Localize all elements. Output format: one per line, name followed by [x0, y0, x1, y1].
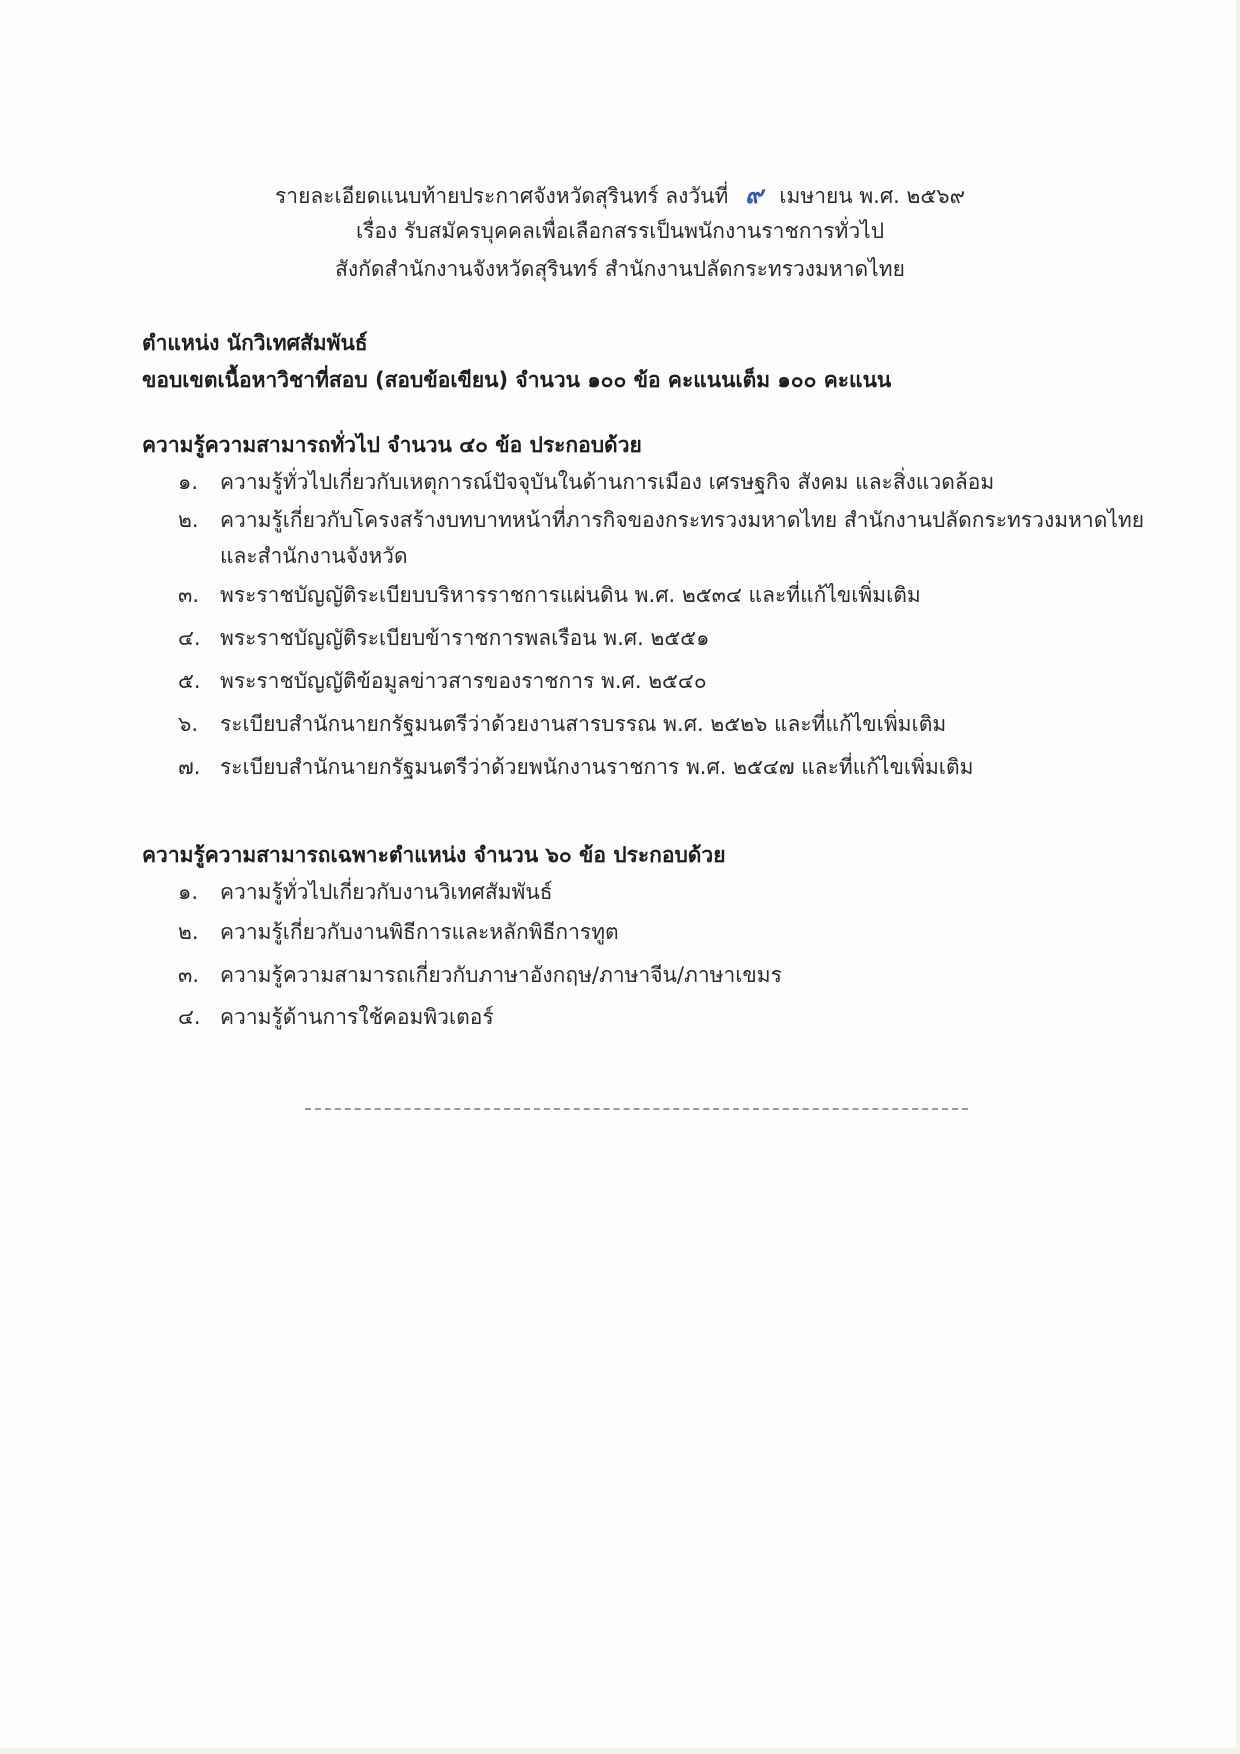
general-item-3: [178, 580, 921, 610]
general-item-2: [178, 505, 1144, 535]
header-line1-suffix: เมษายน พ.ศ. ๒๕๖๙: [779, 184, 965, 208]
item-number: ๔.: [178, 626, 201, 650]
item-number: ๓.: [178, 583, 200, 607]
item-text: ความรู้ทั่วไปเกี่ยวกับงานวิเทศสัมพันธ์: [220, 880, 553, 904]
general-heading: ความรู้ความสามารถทั่วไป จำนวน ๔๐ ข้อ ประกอบด้วย: [142, 433, 642, 457]
scan-bottom-edge: [0, 1748, 1240, 1754]
item-number: ๖.: [178, 712, 199, 736]
general-item-5: [178, 666, 707, 696]
general-item-2-continuation: และสำนักงานจังหวัด: [220, 544, 408, 568]
item-number: ๓.: [178, 963, 200, 987]
position-title: ตำแหน่ง นักวิเทศสัมพันธ์: [142, 331, 368, 355]
general-item-1: [178, 467, 994, 497]
specific-heading: ความรู้ความสามารถเฉพาะตำแหน่ง จำนวน ๖๐ ข้อ ประกอบด้วย: [142, 843, 726, 867]
item-text: ระเบียบสำนักนายกรัฐมนตรีว่าด้วยพนักงานราชการ พ.ศ. ๒๕๔๗ และที่แก้ไขเพิ่มเติม: [220, 755, 974, 779]
specific-item-4: [178, 1002, 494, 1032]
specific-item-2: [178, 917, 619, 947]
item-number: ๒.: [178, 920, 199, 944]
exam-scope: ขอบเขตเนื้อหาวิชาที่สอบ (สอบข้อเขียน) จำนวน ๑๐๐ ข้อ คะแนนเต็ม ๑๐๐ คะแนน: [142, 368, 892, 392]
header-line-3: สังกัดสำนักงานจังหวัดสุรินทร์ สำนักงานปลัดกระทรวงมหาดไทย: [335, 257, 905, 281]
item-text: ความรู้ด้านการใช้คอมพิวเตอร์: [220, 1005, 494, 1029]
item-number: ๕.: [178, 669, 201, 693]
item-number: ๔.: [178, 1005, 201, 1029]
item-text: พระราชบัญญัติข้อมูลข่าวสารของราชการ พ.ศ. ๒๕๔๐: [220, 669, 707, 693]
item-number: ๗.: [178, 755, 201, 779]
general-item-6: [178, 709, 946, 739]
general-item-4: [178, 623, 709, 653]
header-line-2: เรื่อง รับสมัครบุคคลเพื่อเลือกสรรเป็นพนักงานราชการทั่วไป: [355, 219, 885, 243]
specific-item-1: [178, 877, 553, 907]
end-dashed-divider: [305, 1108, 968, 1110]
specific-item-3: [178, 960, 782, 990]
item-number: ๑.: [178, 880, 199, 904]
item-text: ความรู้เกี่ยวกับโครงสร้างบทบาทหน้าที่ภารกิจของกระทรวงมหาดไทย สำนักงานปลัดกระทรวงมหาดไทย: [220, 508, 1145, 532]
header-line-1: [0, 180, 1240, 211]
item-text: ความรู้เกี่ยวกับงานพิธีการและหลักพิธีการทูต: [220, 920, 619, 944]
item-number: ๑.: [178, 470, 199, 494]
item-text: ระเบียบสำนักนายกรัฐมนตรีว่าด้วยงานสารบรรณ พ.ศ. ๒๕๒๖ และที่แก้ไขเพิ่มเติม: [220, 712, 947, 736]
handwritten-day: ๙: [745, 181, 763, 209]
header-line1-prefix: รายละเอียดแนบท้ายประกาศจังหวัดสุรินทร์ ลงวันที่: [275, 184, 729, 208]
scan-edge: [1236, 0, 1240, 1754]
general-item-7: [178, 752, 973, 782]
item-number: ๒.: [178, 508, 199, 532]
item-text: ความรู้ทั่วไปเกี่ยวกับเหตุการณ์ปัจจุบันในด้านการเมือง เศรษฐกิจ สังคม และสิ่งแวดล้อม: [220, 470, 995, 494]
item-text: ความรู้ความสามารถเกี่ยวกับภาษาอังกฤษ/ภาษาจีน/ภาษาเขมร: [220, 963, 782, 987]
item-text: พระราชบัญญัติระเบียบข้าราชการพลเรือน พ.ศ. ๒๕๕๑: [220, 626, 710, 650]
item-text: พระราชบัญญัติระเบียบบริหารราชการแผ่นดิน พ.ศ. ๒๕๓๔ และที่แก้ไขเพิ่มเติม: [220, 583, 921, 607]
